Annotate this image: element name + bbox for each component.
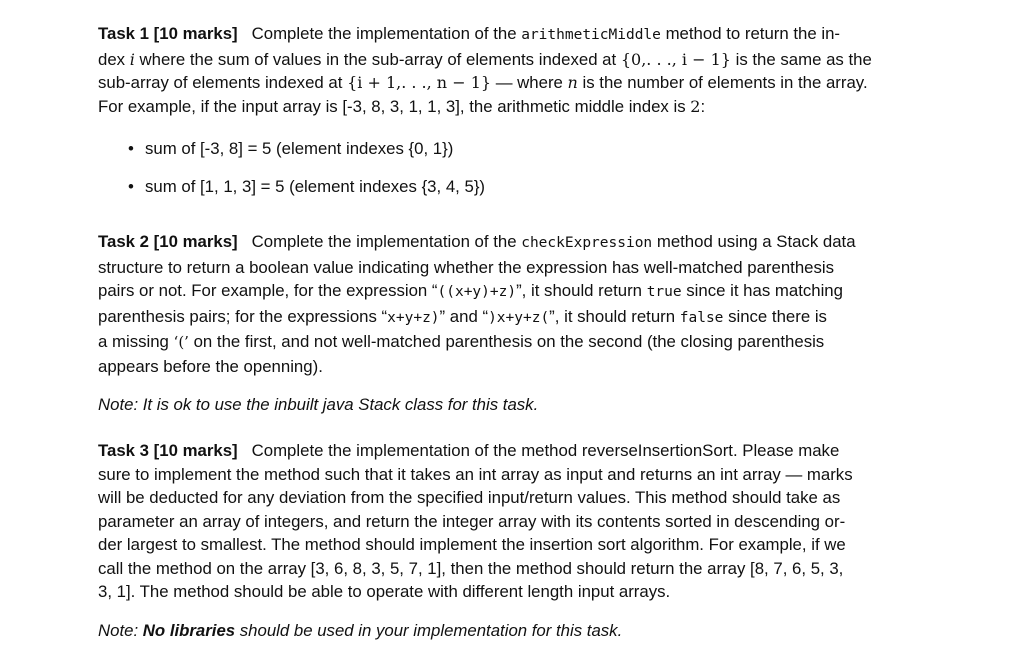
task3-heading: Task 3 [10 marks] bbox=[98, 441, 238, 460]
task1-section bbox=[98, 22, 930, 118]
task3-note: Note: No libraries should be used in your implementation for this task. bbox=[98, 620, 623, 640]
task2-paragraph: Task 2 [10 marks] Complete the implementation of the checkExpression method using a Stack data structure to return a boolean value indicating whether the expression has well-matched parenthesis pairs or not. For example, for the expression “((x+y)+z)”, it should return true since it has matching parenthesis pairs; for the expressions “x+y+z)” and “)x+y+z(”, it should return false since there is a missing ‘(’ on the first, and not well-matched parenthesis on the second (the closing parenthesis appears before the openning). bbox=[98, 232, 856, 376]
list-item: • sum of [-3, 8] = 5 (element indexes {0, 1}) bbox=[128, 139, 454, 158]
task3-section bbox=[98, 439, 930, 642]
task1-paragraph: Task 1 [10 marks] Complete the implementation of the arithmeticMiddle method to return the in- dex i where the sum of values in the sub-array of elements indexed at {0,. . ., i − 1} is the same as the sub-array of elements indexed at {i + 1,. . ., n − 1} — where n is the number of elements in the array. For example, if the input array is [-3, 8, 3, 1, 1, 3], the arithmetic middle index is 2: bbox=[98, 24, 872, 116]
method-name: checkExpression bbox=[521, 235, 653, 251]
list-item: • sum of [1, 1, 3] = 5 (element indexes {3, 4, 5}) bbox=[128, 177, 486, 196]
task1-heading: Task 1 [10 marks] bbox=[98, 24, 238, 43]
bullet-icon: • bbox=[128, 177, 134, 196]
task2-section bbox=[98, 230, 930, 417]
method-name: arithmeticMiddle bbox=[521, 27, 661, 43]
task3-paragraph: Task 3 [10 marks] Complete the implementation of the method reverseInsertionSort. Please make sure to implement the method such that it takes an int array as input and returns an int array — marks will be deducted for any deviation from the specified input/return values. This method should take as parameter an array of integers, and return the integer array with its contents sorted in descending or- der largest to smallest. The method should implement the insertion sort algorithm. For example, if we call the method on the array [3, 6, 8, 3, 5, 7, 1], then the method should return the array [8, 7, 6, 5, 3, 3, 1]. The method should be able to operate with different length input arrays. bbox=[98, 441, 853, 601]
task2-heading: Task 2 [10 marks] bbox=[98, 232, 238, 251]
bullet-icon: • bbox=[128, 139, 134, 158]
task2-note: Note: It is ok to use the inbuilt java Stack class for this task. bbox=[98, 395, 539, 414]
